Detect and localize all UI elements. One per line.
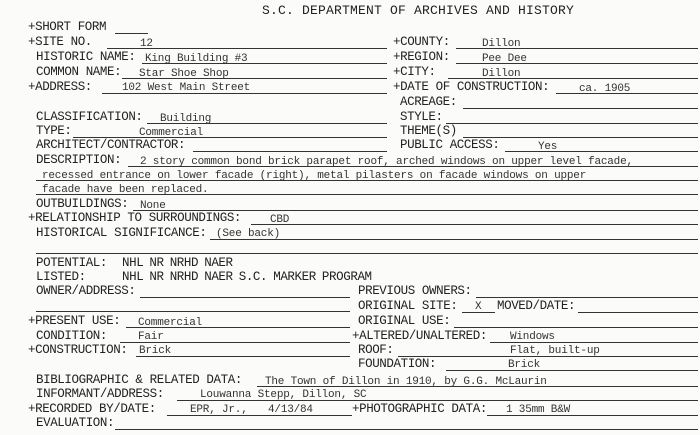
short-form-label: +SHORT FORM bbox=[28, 20, 107, 34]
recorded-by-label: +RECORDED BY/DATE: bbox=[28, 402, 156, 416]
outbuildings-value[interactable]: None bbox=[140, 200, 166, 212]
description-text-2[interactable]: recessed entrance on lower facade (right), metal pilasters on facade windows on upper bbox=[42, 170, 587, 182]
type-label: TYPE: bbox=[36, 124, 72, 138]
date-of-construction-value[interactable]: ca. 1905 bbox=[579, 83, 631, 95]
recorded-by-value[interactable]: EPR, Jr., bbox=[190, 404, 248, 416]
page-title: S.C. DEPARTMENT OF ARCHIVES AND HISTORY bbox=[262, 3, 575, 18]
common-name-label: COMMON NAME: bbox=[36, 65, 122, 79]
previous-owners-label: PREVIOUS OWNERS: bbox=[358, 284, 472, 298]
address-value[interactable]: 102 West Main Street bbox=[122, 82, 251, 94]
listed-options[interactable]: NHL NR NRHD NAER S.C. MARKER PROGRAM bbox=[122, 270, 372, 284]
description-label: DESCRIPTION: bbox=[36, 153, 122, 167]
county-label: +COUNTY: bbox=[393, 35, 450, 49]
acreage-label: ACREAGE: bbox=[400, 95, 457, 109]
informant-label: INFORMANT/ADDRESS: bbox=[36, 387, 164, 401]
bibliographic-value[interactable]: The Town of Dillon in 1910, by G.G. McLaurin bbox=[265, 376, 547, 388]
relationship-line bbox=[251, 224, 698, 225]
common-name-value[interactable]: Star Shoe Shop bbox=[139, 68, 229, 80]
construction-value[interactable]: Brick bbox=[139, 345, 172, 357]
style-label: STYLE: bbox=[400, 110, 443, 124]
date-of-construction-label: +DATE OF CONSTRUCTION: bbox=[393, 80, 550, 94]
roof-label: ROOF: bbox=[358, 343, 394, 357]
moved-date-label: MOVED/DATE: bbox=[497, 299, 576, 313]
site-no-label: +SITE NO. bbox=[28, 35, 92, 49]
foundation-label: FOUNDATION: bbox=[358, 357, 437, 371]
region-label: +REGION: bbox=[393, 50, 450, 64]
significance-line-2 bbox=[36, 253, 698, 254]
foundation-value[interactable]: Brick bbox=[508, 359, 541, 371]
city-label: +CITY: bbox=[393, 65, 436, 79]
potential-options[interactable]: NHL NR NRHD NAER bbox=[122, 256, 233, 270]
outbuildings-label: OUTBUILDINGS: bbox=[36, 197, 129, 211]
short-form-line bbox=[115, 33, 148, 34]
architect-line bbox=[193, 151, 387, 152]
photographic-label: +PHOTOGRAPHIC DATA: bbox=[352, 402, 487, 416]
evaluation-label: EVALUATION: bbox=[36, 416, 115, 430]
style-line bbox=[446, 123, 698, 124]
public-access-value[interactable]: Yes bbox=[538, 141, 558, 153]
public-access-line bbox=[505, 151, 698, 152]
classification-value[interactable]: Building bbox=[160, 113, 212, 125]
city-value[interactable]: Dillon bbox=[482, 68, 521, 80]
description-text-1[interactable]: 2 story common bond brick parapet roof, arched windows on upper level facade, bbox=[140, 156, 633, 168]
architect-label: ARCHITECT/CONTRACTOR: bbox=[36, 138, 186, 152]
themes-label: THEME(S) bbox=[400, 124, 457, 138]
description-text-3[interactable]: facade have been replaced. bbox=[42, 184, 209, 196]
owner-line-2 bbox=[36, 311, 350, 312]
original-site-label: ORIGINAL SITE: bbox=[358, 299, 458, 313]
original-site-value[interactable]: X bbox=[475, 301, 482, 313]
region-value[interactable]: Pee Dee bbox=[482, 53, 527, 65]
present-use-value[interactable]: Commercial bbox=[138, 317, 203, 329]
relationship-value[interactable]: CBD bbox=[270, 214, 290, 226]
historic-name-label: HISTORIC NAME: bbox=[36, 50, 136, 64]
site-no-value[interactable]: 12 bbox=[140, 38, 153, 50]
potential-label: POTENTIAL: bbox=[36, 256, 108, 270]
evaluation-line bbox=[115, 429, 698, 430]
photographic-value[interactable]: 1 35mm B&W bbox=[506, 404, 571, 416]
condition-value[interactable]: Fair bbox=[138, 331, 164, 343]
significance-value[interactable]: (See back) bbox=[216, 228, 281, 240]
present-use-label: +PRESENT USE: bbox=[28, 314, 121, 328]
roof-value[interactable]: Flat, built-up bbox=[510, 345, 600, 357]
bibliographic-label: BIBLIOGRAPHIC & RELATED DATA: bbox=[36, 373, 242, 387]
listed-label: LISTED: bbox=[36, 270, 86, 284]
original-use-line bbox=[454, 327, 698, 328]
historic-name-value[interactable]: King Building #3 bbox=[145, 53, 248, 65]
county-value[interactable]: Dillon bbox=[482, 38, 521, 50]
owner-address-label: OWNER/ADDRESS: bbox=[36, 284, 136, 298]
classification-label: CLASSIFICATION: bbox=[36, 110, 143, 124]
original-use-label: ORIGINAL USE: bbox=[358, 314, 451, 328]
public-access-label: PUBLIC ACCESS: bbox=[400, 138, 500, 152]
altered-label: +ALTERED/UNALTERED: bbox=[352, 329, 487, 343]
acreage-line bbox=[463, 108, 698, 109]
significance-line bbox=[210, 239, 698, 240]
previous-owners-line bbox=[476, 297, 698, 298]
condition-label: CONDITION: bbox=[36, 329, 108, 343]
address-label: +ADDRESS: bbox=[28, 80, 92, 94]
significance-label: HISTORICAL SIGNIFICANCE: bbox=[36, 226, 207, 240]
foundation-line bbox=[446, 370, 698, 371]
relationship-label: +RELATIONSHIP TO SURROUNDINGS: bbox=[28, 211, 242, 225]
moved-date-line bbox=[578, 312, 698, 313]
recorded-date-value[interactable]: 4/13/84 bbox=[268, 404, 313, 416]
construction-label: +CONSTRUCTION: bbox=[28, 343, 128, 357]
type-value[interactable]: Commercial bbox=[139, 127, 204, 139]
altered-value[interactable]: Windows bbox=[510, 331, 555, 343]
owner-line bbox=[140, 297, 350, 298]
informant-value[interactable]: Louwanna Stepp, Dillon, SC bbox=[200, 389, 367, 401]
